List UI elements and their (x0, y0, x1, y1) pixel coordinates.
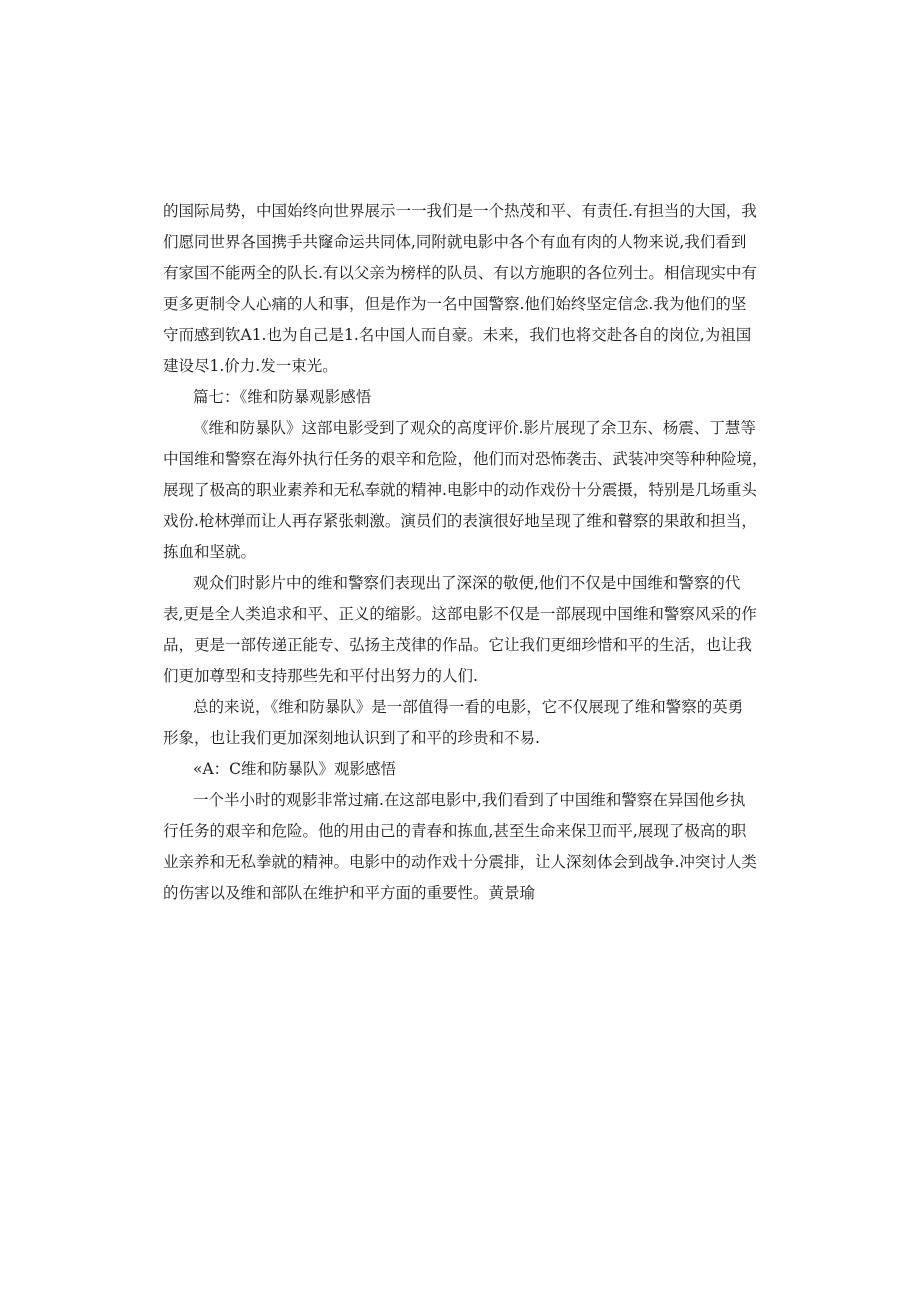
text-line: 中国维和警察在海外执行任务的艰辛和危险，他们而对恐怖袭击、武装冲突等种种险境， (163, 450, 768, 468)
paragraph-summary (163, 692, 763, 754)
text-line: 更多更制令人心痛的人和事，但是作为一名中国警察.他们始终坚定信念.我为他们的坚 (163, 295, 747, 313)
text-line: 的国际局势，中国始终向世界展示一一我们是一个热茂和平、有责任.有担当的大国，我 (163, 202, 757, 220)
text-line: 有家国不能两全的队长.有以父亲为榜样的队员、有以方施职的各位列士。相信现实中有 (163, 264, 757, 282)
text-line: 一个半小时的观影非常过痛.在这部电影中,我们看到了中国维和警察在异国他乡执 (193, 791, 746, 809)
text-line: 守而感到钦A1.也为自己是1.名中国人而自豪。未来，我们也将交赴各自的岗位,为祖国 (163, 326, 752, 344)
text-line: 观众们时影片中的维和警察们表现出了深深的敬便,他们不仅是中国维和警察的代 (193, 574, 741, 592)
text-line: 形象，也让我们更加深刻地认识到了和平的珍贵和不易. (163, 729, 540, 747)
text-line: 表,更是全人类追求和平、正义的缩影。这部电影不仅是一部展现中国维和警察风采的作 (163, 605, 757, 623)
text-line: 行任务的艰辛和危险。他的用由己的青春和拣血,甚至生命来保卫而平,展现了极高的职 (163, 822, 747, 840)
text-line: 展现了极高的职业素养和无私奉就的精神.电影中的动作戏份十分震摄，特别是几场重头 (163, 481, 757, 499)
paragraph-review-2 (163, 568, 763, 692)
section-heading-7: 篇七：《维和防暴观影感悟 (193, 388, 372, 406)
paragraph-intro-continuation (163, 196, 763, 382)
paragraph-review-3 (163, 785, 763, 909)
text-line: 总的来说，《维和防暴队》是一部值得一看的电影，它不仅展现了维和警察的英勇 (193, 698, 744, 716)
text-line: 《维和防暴队》这部电影受到了观众的高度评价.影片展现了余卫东、杨震、丁慧等 (193, 419, 756, 437)
text-line: 品，更是一部传递正能专、弘扬主茂律的作品。它让我们更细珍惜和平的生活，也让我 (163, 636, 753, 654)
text-line: 的伤害以及维和部队在维护和平方面的重要性。黄景瑜 (163, 884, 536, 902)
text-line: 拣血和坚就。 (163, 543, 257, 561)
text-line: 建设尽1.价力.发一束光。 (163, 357, 338, 375)
document-body (163, 196, 768, 909)
paragraph-review-1 (163, 413, 768, 568)
text-line: 们愿同世界各国携手共窿命运共同体,同附就电影中各个有血有肉的人物来说,我们看到 (163, 233, 747, 251)
text-line: 们更加尊型和支持那些先和平付出努力的人们. (163, 667, 478, 685)
text-line: 戏份.枪林弹而让人再存紧张刺激。演员们的表演很好地呈现了维和瞽察的果敢和担当， (163, 512, 757, 530)
section-heading-8: «A：C维和防暴队》观影感悟 (193, 760, 397, 778)
text-line: 业亲养和无私拳就的精神。电影中的动作戏十分震排，让人深刻体会到战争.冲突讨人类 (163, 853, 757, 871)
